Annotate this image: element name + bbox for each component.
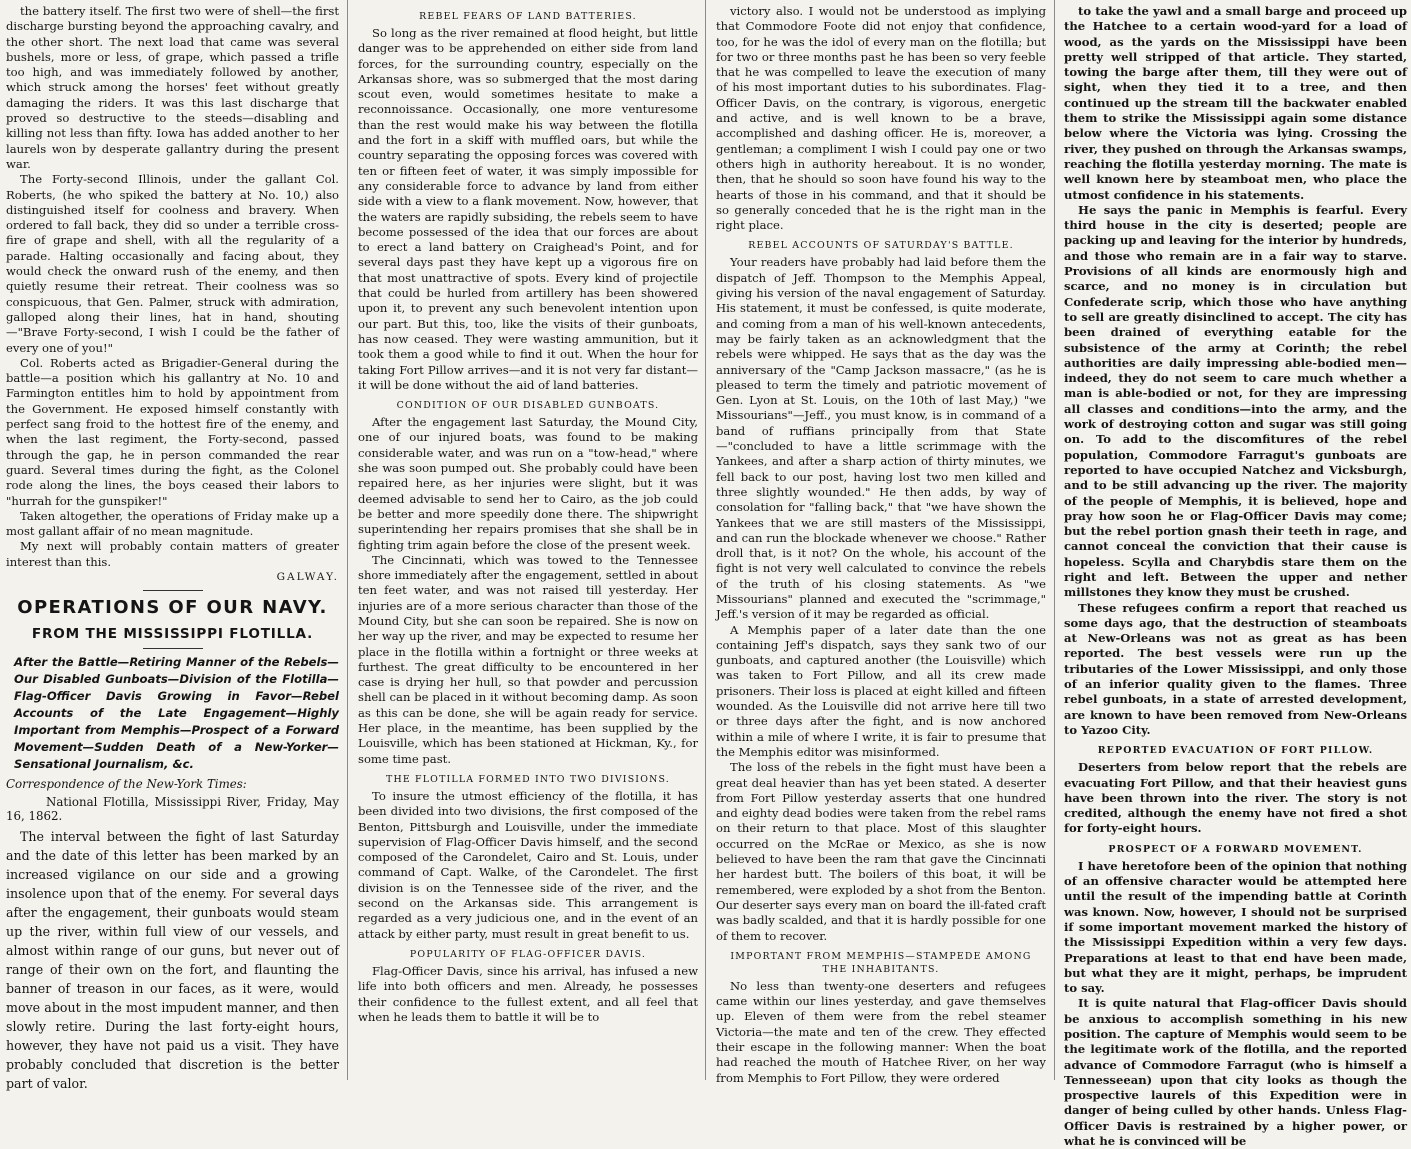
column-1 — [0, 0, 343, 1091]
article-paragraph: The interval between the fight of last Saturday and the date of this letter has been marked by an increased vigilance on our side and a growing insolence upon that of the enemy. For several days after the engagement, their gunboats would steam up the river, within full view of our vessels, and almost within range of our guns, but never out of range of their own on the fort, and flaunting the banner of treason in our faces, as it were, would move about in the most impudent manner, and then slowly retire. During the last forty-eight hours, however, they have not paid us a visit. They have probably concluded that discretion is the better part of valor. — [6, 828, 339, 1091]
section-heading: REPORTED EVACUATION OF FORT PILLOW. — [1097, 745, 1374, 757]
article-paragraph: These refugees confirm a report that reached us some days ago, that the destruction of steamboats at New-Orleans was not as great as has been reported. The best vessels were run up the tributaries of the Lower Mississippi, and only those of an inferior quality given to the flames. Three rebel gunboats, in a state of arrested development, are known to have been removed from New-Orleans to Yazoo City. — [1064, 600, 1407, 737]
column-rule — [1054, 0, 1055, 1080]
article-paragraph: The loss of the rebels in the fight must have been a great deal heavier than has yet been stated. A deserter from Fort Pillow yesterday asserts that one hundred and eighty dead bodies were taken from the rebel rams on their return to that place. Most of this slaughter occurred on the McRae or Mexico, as she is now believed to have been the ram that gave the Cincinnati her hardest butt. The boilers of this boat, it will be remembered, were exploded by a shot from the Benton. Our deserter says every man on board the ill-fated craft was badly scalded, and that it is hardly possible for one of them to recover. — [716, 760, 1046, 943]
article-paragraph: Deserters from below report that the rebels are evacuating Fort Pillow, and that their heaviest guns have been thrown into the river. The story is not credited, although the enemy have not fired a shot for forty-eight hours. — [1064, 760, 1407, 836]
section-divider — [143, 590, 203, 591]
section-heading: POPULARITY OF FLAG-OFFICER DAVIS. — [409, 948, 647, 960]
author-signature: GALWAY. — [276, 570, 339, 583]
section-heading: THE FLOTILLA FORMED INTO TWO DIVISIONS. — [386, 773, 670, 785]
section-divider — [143, 648, 203, 649]
article-paragraph: I have heretofore been of the opinion that nothing of an offensive character would be attempted here until the result of the impending battle at Corinth was known. Now, however, I should not be surprised if some important movement marked the history of the Mississippi Expedition within a very few days. Preparations at least to that end have been made, but what they are it might, perhaps, be imprudent to say. — [1064, 858, 1407, 996]
article-paragraph: A Memphis paper of a later date than the one containing Jeff's dispatch, says they sank two of our gunboats, and captured another (the Louisville) which was taken to Fort Pillow, and all its crew made prisoners. Their loss is placed at eight killed and fifteen wounded. As the Louisville did not arrive here till two or three days after the fight, and is now anchored within a mile of where I write, it is fair to presume that the Memphis editor was misinformed. — [716, 622, 1046, 759]
column-4 — [1058, 0, 1411, 1149]
article-paragraph: My next will probably contain matters of greater interest than this. — [6, 539, 339, 569]
article-paragraph: After the engagement last Saturday, the Mound City, one of our injured boats, was found to be making considerable water, and was run on a "tow-head," where she was soon pumped out. She probably could have been repaired here, as her injuries were slight, but it was deemed advisable to send her to Cairo, as the job could be better and more speedily done there. The shipwright superintending her repairs promises that she shall be in fighting trim again before the close of the present week. — [358, 415, 698, 552]
article-paragraph: Taken altogether, the operations of Friday make up a most gallant affair of no mean magnitude. — [6, 508, 339, 539]
section-heading: PROSPECT OF A FORWARD MOVEMENT. — [1108, 843, 1363, 855]
article-paragraph: Flag-Officer Davis, since his arrival, has infused a new life into both officers and men. Already, he possesses their confidence to the fullest extent, and all feel that when he leads them to battle it will be to — [358, 963, 698, 1024]
correspondence-line: Correspondence of the New-York Times: — [6, 777, 247, 792]
section-heading: REBEL FEARS OF LAND BATTERIES. — [419, 11, 637, 22]
section-heading: REBEL ACCOUNTS OF SATURDAY'S BATTLE. — [748, 240, 1014, 252]
column-rule — [347, 0, 348, 1080]
dateline: National Flotilla, Mississippi River, Friday, May 16, 1862. — [6, 794, 339, 823]
article-paragraph: He says the panic in Memphis is fearful. Every third house in the city is deserted; people are packing up and leaving for the interior by hundreds, and those who remain are in a fair way to starve. Provisions of all kinds are enormously high and scarce, and no money is in circulation but Confederate scrip, which those who have anything to sell are greatly disinclined to accept. The city has been drained of everything eatable for the subsistence of the army at Corinth; the rebel authorities are daily impressing able-bodied men—indeed, they do not seem to care much whether a man is able-bodied or not, for they are impressing all classes and conditions—into the army, and the work of destroying cotton and sugar was still going on. To add to the discomfitures of the rebel population, Commodore Farragut's gunboats are reported to have occupied Natchez and Vicksburgh, and to be still advancing up the river. The majority of the people of Memphis, it is believed, hope and pray how soon he or Flag-Officer Davis may come; but the rebel portion gnash their teeth in rage, and cannot conceal the conviction that their cause is hopeless. Scylla and Charybdis stare them on the right and left. Between the upper and nether millstones they know they must be crushed. — [1064, 202, 1407, 600]
article-paragraph: It is quite natural that Flag-officer Davis should be anxious to accomplish something in his new position. The capture of Memphis would seem to be the legitimate work of the flotilla, and the reported advance of Commodore Farragut (who is himself a Tennesseean) upon that city looks as though the prospective laurels of this Expedition were in danger of being culled by other hands. Unless Flag-Officer Davis is restrained by a higher power, or what he is convinced will be — [1064, 996, 1407, 1149]
headline-deck: After the Battle—Retiring Manner of the Rebels—Our Disabled Gunboats—Division of the Flotilla—Flag-Officer Davis Growing in Favor—Rebel Accounts of the Late Engagement—Highly Important from Memphis—Prospect of a Forward Movement—Sudden Death of a New-Yorker—Sensational Journalism, &c. — [14, 655, 339, 772]
column-2 — [352, 0, 702, 1080]
article-paragraph: The Forty-second Illinois, under the gallant Col. Roberts, (he who spiked the battery at No. 10,) also distinguished itself for coolness and bravery. When ordered to fall back, they did so under a terrible cross-fire of grape and shell, with all the regularity of a parade. Halting occasionally and facing about, they would check the onward rush of the enemy, and then quietly resume their retreat. Their coolness was so conspicuous, that Gen. Palmer, struck with admiration, galloped along their lines, hat in hand, shouting—"Brave Forty-second, I wish I could be the father of every one of you!" — [6, 172, 339, 355]
article-paragraph: to take the yawl and a small barge and proceed up the Hatchee to a certain wood-yard for a load of wood, as the yards on the Mississippi have been pretty well stripped of that article. They started, towing the barge after them, till they were out of sight, when they tied it to a tree, and then continued up the stream till the backwater enabled them to strike the Mississippi again some distance below where the Victoria was lying. Crossing the river, they pushed on through the Arkansas swamps, reaching the flotilla yesterday morning. The mate is well known here by steamboat men, who place the utmost confidence in his statements. — [1064, 4, 1407, 202]
section-heading: IMPORTANT FROM MEMPHIS—STAMPEDE AMONG THE INHABITANTS. — [730, 950, 1032, 975]
column-rule — [705, 0, 706, 1080]
article-paragraph: The Cincinnati, which was towed to the Tennessee shore immediately after the engagement, settled in about ten feet water, and was not raised till yesterday. Her injuries are of a more serious character than those of the Mound City, but she can soon be repaired. She is now on her way up the river, and may be expected to resume her place in the flotilla within a fortnight or three weeks at furthest. The great difficulty to be encountered in her case is drying her hull, so that powder and percussion shell can be placed in it without becoming damp. As soon as this can be done, she will be again ready for service. Her place, in the meantime, has been supplied by the Louisville, which has been stationed at Hickman, Ky., for some time past. — [358, 552, 698, 766]
main-headline: OPERATIONS OF OUR NAVY. — [17, 597, 328, 619]
article-paragraph: the battery itself. The first two were of shell—the first discharge bursting beyond the approaching cavalry, and the other short. The next load that came was several bushels, more or less, of grape, which passed a trifle too high, and was immediately followed by another, which struck among the horses' feet without greatly damaging the riders. It was this last discharge that proved so destructive to the steeds—disabling and killing not less than fifty. Iowa has added another to her laurels won by desperate gallantry during the present war. — [6, 4, 339, 171]
sub-headline: FROM THE MISSISSIPPI FLOTILLA. — [31, 626, 314, 643]
article-paragraph: victory also. I would not be understood as implying that Commodore Foote did not enjoy that confidence, too, for he was the idol of every man on the flotilla; but for two or three months past he has been so very feeble that he was compelled to leave the execution of many of his most important duties to his subordinates. Flag-Officer Davis, on the contrary, is vigorous, energetic and active, and is well known to be a brave, accomplished and dashing officer. He is, moreover, a gentleman; a compliment I wish I could pay one or two others high in authority hereabout. It is no wonder, then, that he should so soon have found his way to the hearts of those in his command, and that it should be so generally conceded that he is the right man in the right place. — [716, 4, 1046, 233]
article-paragraph: So long as the river remained at flood height, but little danger was to be apprehended on either side from land forces, for the surrounding country, especially on the Arkansas shore, was so submerged that the most daring scout even, would sometimes hesitate to make a reconnoissance. Occasionally, one more venturesome than the rest would make his way between the flotilla and the fort in a skiff with muffled oars, but while the country separating the opposing forces was covered with ten or fifteen feet of water, it was simply impossible for any considerable force to advance by land from either side with a view to a flank movement. Now, however, that the waters are rapidly subsiding, the rebels seem to have become possessed of the idea that our forces are about to erect a land battery on Craighead's Point, and for several days past they have kept up a vigorous fire on that most unattractive of spots. Every kind of projectile that could be hurled from artillery has been showered upon it, to prevent any such benevolent intention upon our part. But this, too, like the visits of their gunboats, has now ceased. They were wasting ammunition, but it took them a good while to find it out. When the hour for taking Fort Pillow arrives—and it is not very far distant—it will be done without the aid of land batteries. — [358, 26, 698, 392]
article-paragraph: Col. Roberts acted as Brigadier-General during the battle—a position which his gallantry at No. 10 and Farmington entitles him to hold by appointment from the Government. He exposed himself constantly with perfect sang froid to the hottest fire of the enemy, and when the last regiment, the Forty-second, passed through the gap, he in person commanded the rear guard. Several times during the fight, as the Colonel rode along the lines, the boys ceased their labors to "hurrah for the gunspiker!" — [6, 355, 339, 508]
article-paragraph: To insure the utmost efficiency of the flotilla, it has been divided into two divisions, the first composed of the Benton, Pittsburgh and Louisville, under the immediate supervision of Flag-Officer Davis himself, and the second composed of the Carondelet, Cairo and St. Louis, under command of Capt. Walke, of the Carondelet. The first division is on the Tennessee side of the river, and the second on the Arkansas side. This arrangement is regarded as a very judicious one, and in the event of an attack by either party, must result in great benefit to us. — [358, 788, 698, 941]
article-paragraph: Your readers have probably had laid before them the dispatch of Jeff. Thompson to the Memphis Appeal, giving his version of the naval engagement of Saturday. His statement, it must be confessed, is quite moderate, and coming from a man of his well-known antecedents, may be fairly taken as an acknowledgment that the rebels were whipped. He says that as the day was the anniversary of the "Camp Jackson massacre," (as he is pleased to term the timely and patriotic movement of Gen. Lyon at St. Louis, on the 10th of last May,) "we Missourians"—Jeff., you must know, is in command of a band of ruffians principally from that State—"concluded to have a little scrimmage with the Yankees, and after a sharp action of thirty minutes, we fell back to our post, having lost two men killed and three slightly wounded." He then adds, by way of consolation for "falling back," that "we have shown the Yankees that we are still masters of the Mississippi, and can run the blockade whenever we choose." Rather droll that, is it not? On the whole, his account of the fight is not very well calculated to convince the rebels of the truth of his closing statements. As "we Missourians" planned and executed the "scrimmage," Jeff.'s version of it may be regarded as official. — [716, 255, 1046, 622]
section-heading: CONDITION OF OUR DISABLED GUNBOATS. — [396, 400, 660, 412]
article-paragraph: No less than twenty-one deserters and refugees came within our lines yesterday, and gave themselves up. Eleven of them were from the rebel steamer Victoria—the mate and ten of the crew. They effected their escape in the following manner: When the boat had reached the mouth of Hatchee River, on her way from Memphis to Fort Pillow, they were ordered — [716, 978, 1046, 1085]
column-3 — [710, 0, 1050, 1085]
